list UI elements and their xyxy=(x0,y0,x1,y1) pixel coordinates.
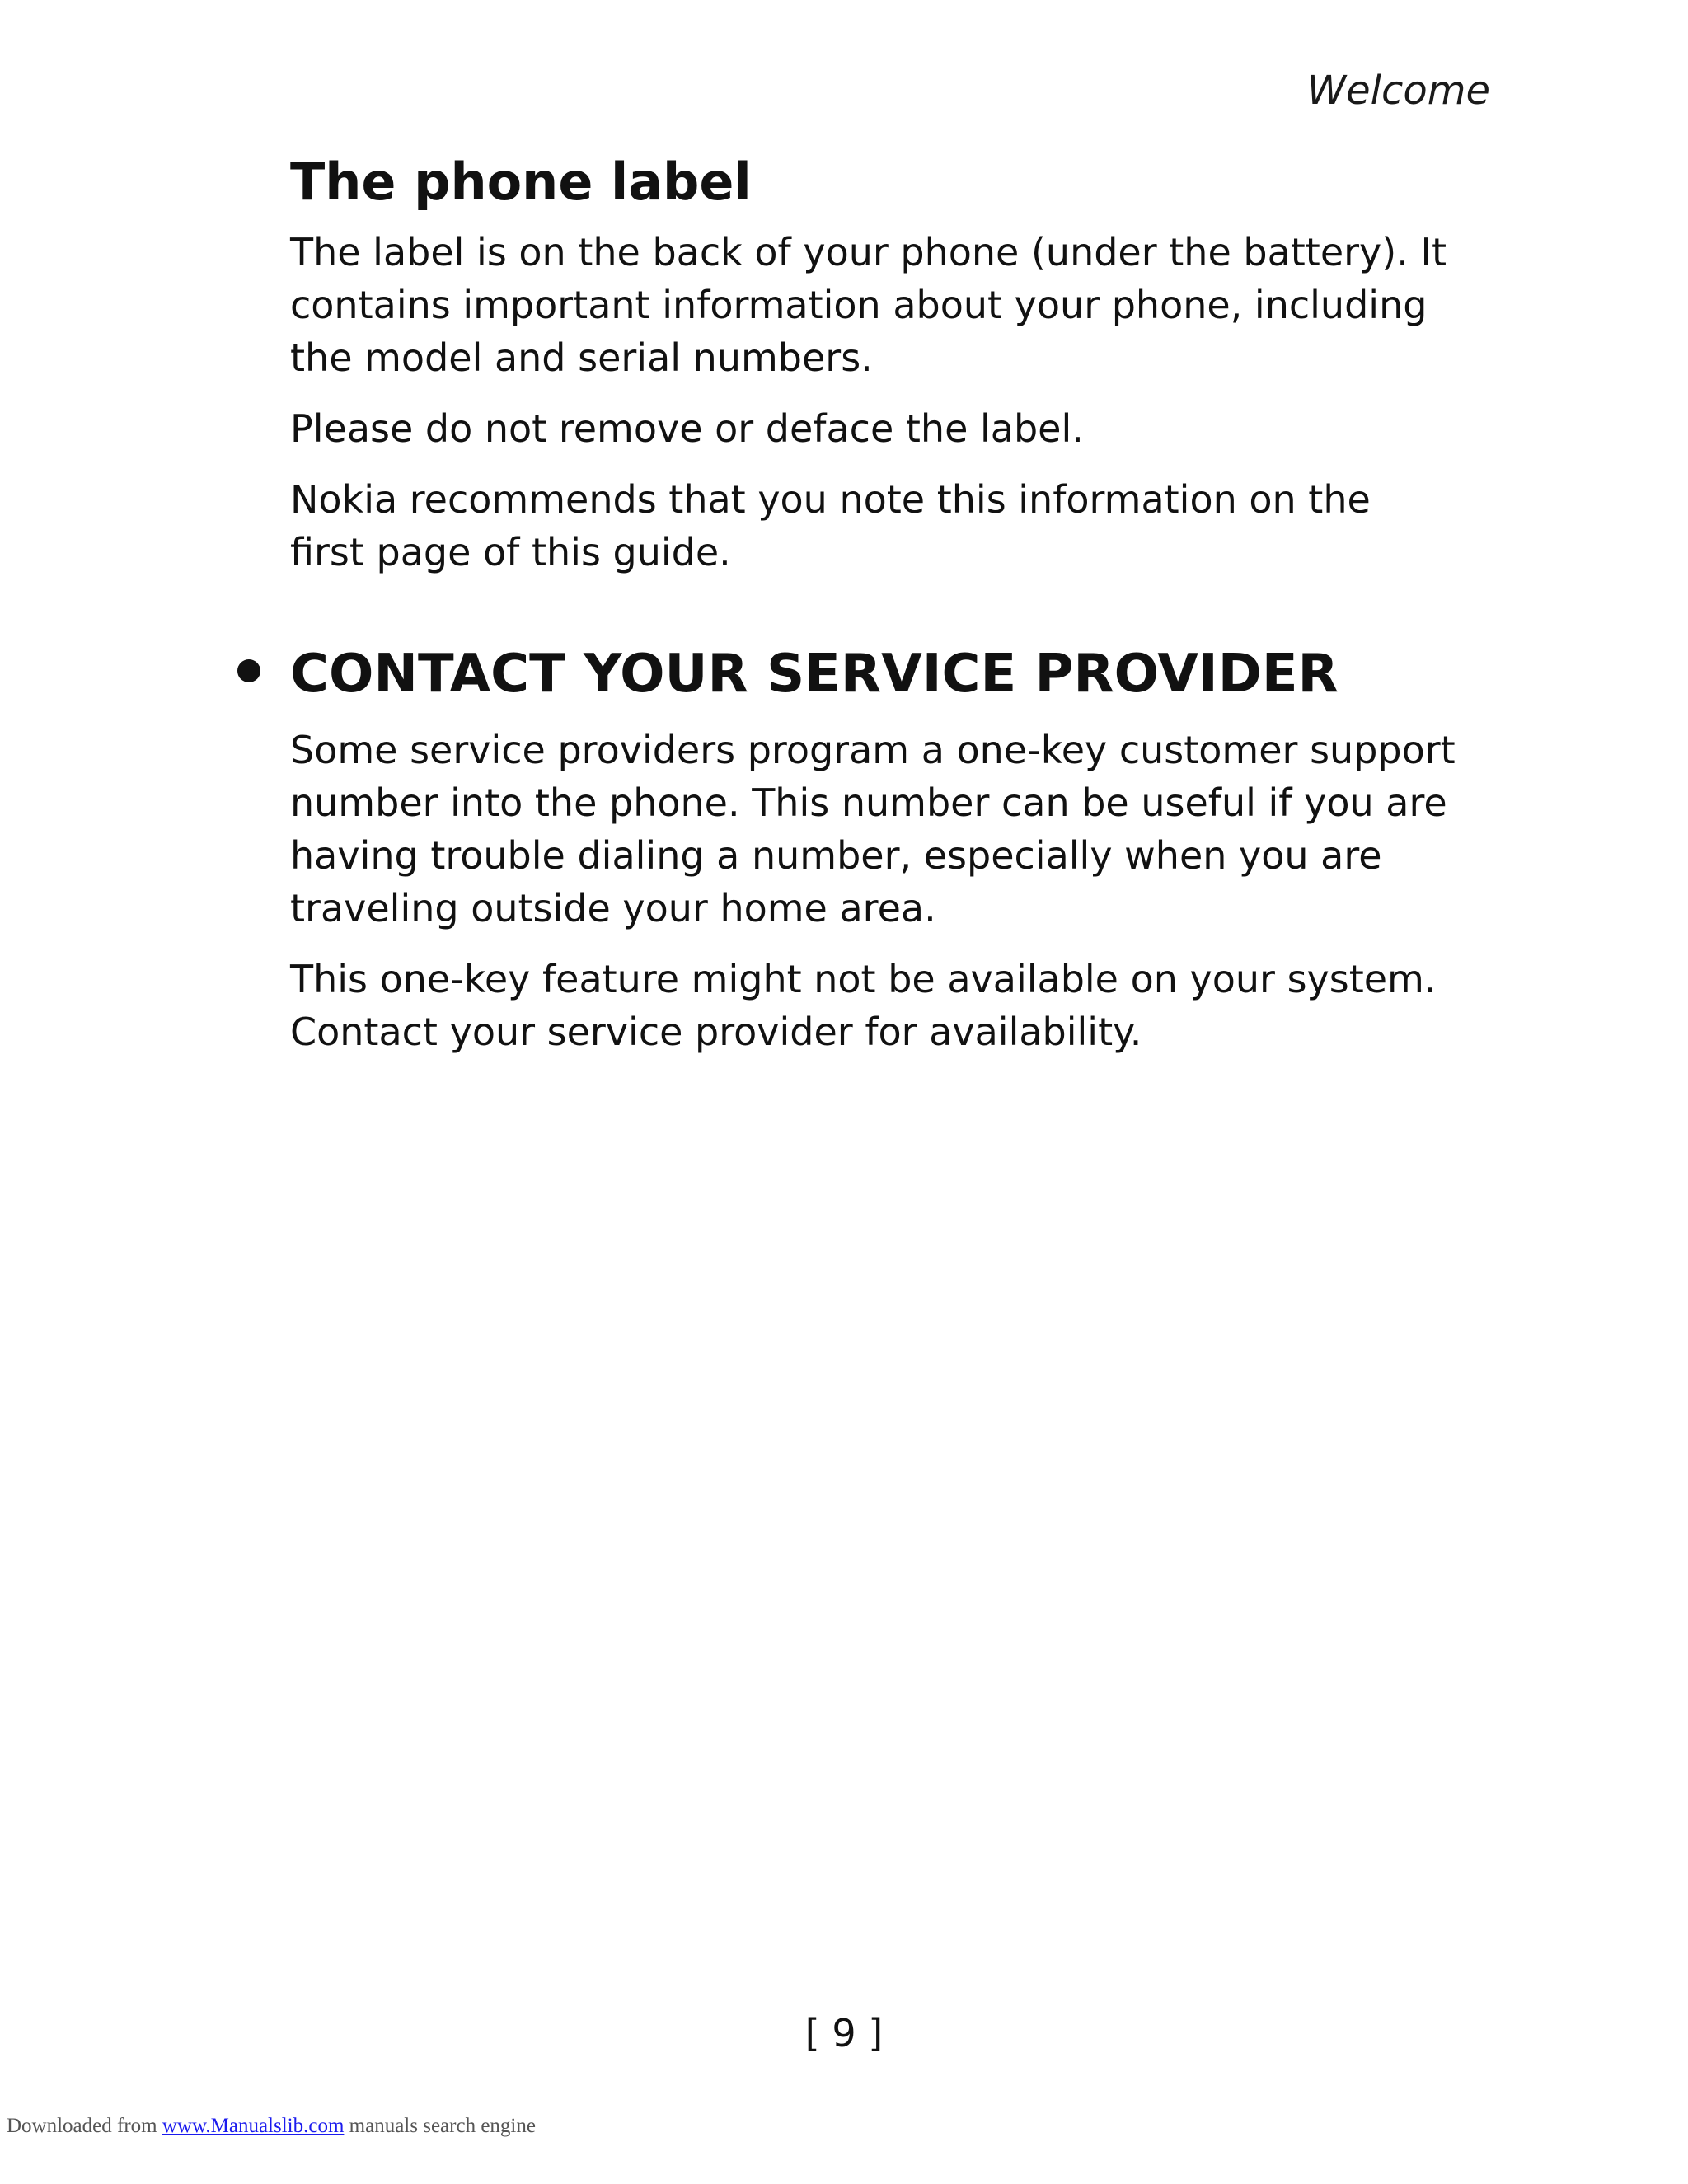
bullet-icon xyxy=(237,659,260,682)
footer-suffix: manuals search engine xyxy=(349,2115,536,2137)
page-content xyxy=(290,152,1543,1076)
download-footer xyxy=(7,2115,536,2138)
running-header: Welcome xyxy=(1306,68,1490,114)
subsection-title: The phone label xyxy=(290,152,752,212)
section-heading-text: CONTACT YOUR SERVICE PROVIDER xyxy=(290,644,1339,705)
footer-prefix: Downloaded from xyxy=(7,2115,157,2137)
page-number: [ 9 ] xyxy=(804,2011,884,2055)
paragraph: The label is on the back of your phone (under the battery). It contains important information about your phone, including the model and serial numbers. xyxy=(290,230,1447,381)
manualslib-link[interactable]: www.Manualslib.com xyxy=(162,2115,345,2137)
section-heading xyxy=(290,644,1543,705)
paragraph: This one-key feature might not be available on your system. Contact your service provider for availability. xyxy=(290,956,1437,1054)
paragraph: Nokia recommends that you note this information on the first page of this guide. xyxy=(290,477,1371,575)
paragraph: Please do not remove or deface the label. xyxy=(290,406,1084,452)
paragraph: Some service providers program a one-key customer support number into the phone. This number can be useful if you are having trouble dialing a number, especially when you are traveling outside your home area. xyxy=(290,727,1456,930)
